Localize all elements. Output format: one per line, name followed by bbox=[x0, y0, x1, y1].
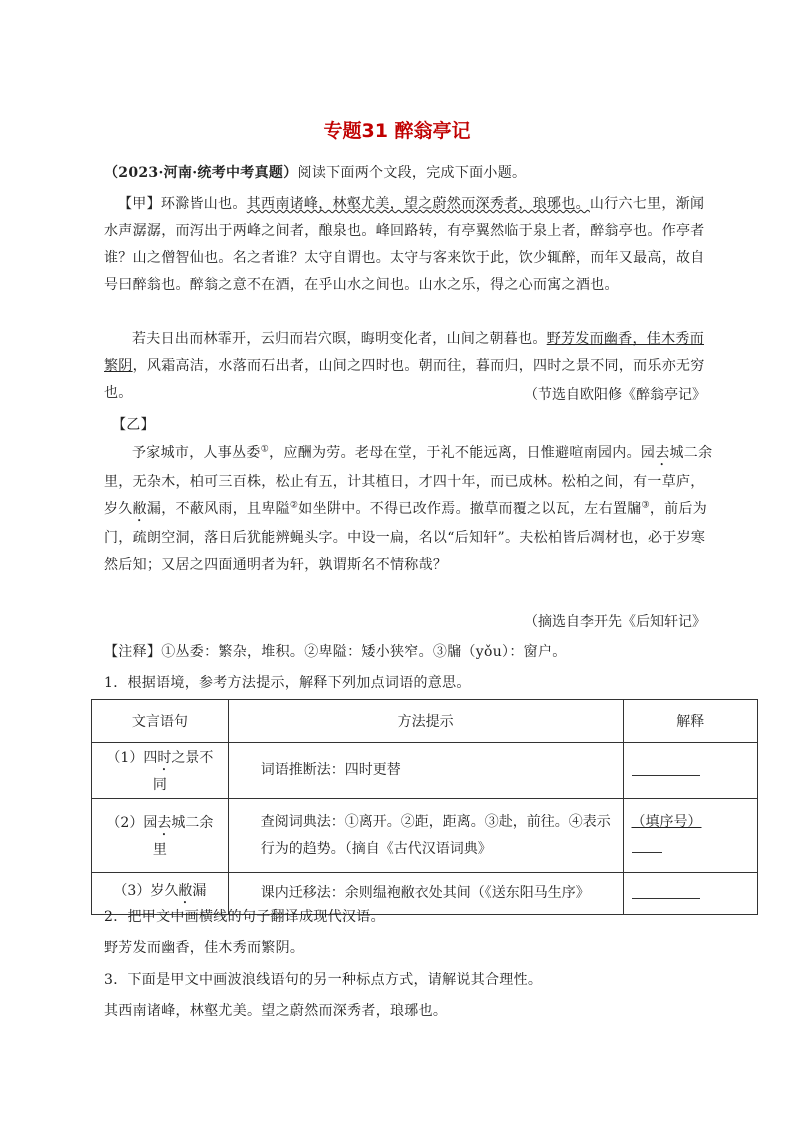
column-header: 解释 bbox=[623, 700, 758, 743]
underlined-sentence: 野芳发而幽香，佳木秀而繁阴 bbox=[104, 331, 705, 374]
wavy-underlined-sentence: 其西南诸峰，林壑尤美，望之蔚然而深秀者，琅琊也。 bbox=[246, 196, 590, 212]
passage-jia-paragraph-1 bbox=[104, 191, 716, 299]
intro-line bbox=[104, 160, 716, 187]
passage-jia-source: （节选自欧阳修《醉翁亭记》 bbox=[524, 387, 706, 403]
notes bbox=[104, 639, 716, 666]
note-ref-2: ② bbox=[289, 500, 299, 511]
passage-jia-label: 【甲】 bbox=[118, 196, 161, 212]
table-row bbox=[92, 799, 758, 873]
question-3-sentence: 其西南诸峰，林壑尤美。望之蔚然而深秀者，琅琊也。 bbox=[104, 1003, 448, 1019]
intro-instruction: 阅读下面两个文段，完成下面小题。 bbox=[297, 165, 527, 181]
question-1-prompt: 1．根据语境，参考方法提示，解释下列加点词语的意思。 bbox=[104, 675, 471, 691]
answer-cell bbox=[623, 743, 758, 799]
question-2-prompt: 2．把甲文中画横线的句子翻译成现代汉语。 bbox=[104, 909, 385, 925]
text-run: 之景不同 bbox=[152, 750, 214, 793]
text-run: 若夫日出而林霏开，云归而岩穴暝，晦明变化者，山间之朝暮也。 bbox=[132, 331, 547, 347]
text-run: 漏，不蔽风雨，且卑隘 bbox=[146, 501, 290, 517]
dotted-word: 敝 bbox=[178, 883, 193, 899]
passage-yi-label: 【乙】 bbox=[112, 417, 155, 433]
text-run: 予家城市，人事丛委 bbox=[132, 445, 261, 461]
text-run: （1）四 bbox=[106, 750, 158, 766]
text-run: 环滁皆山也。 bbox=[160, 196, 247, 212]
sentence-cell bbox=[92, 743, 229, 799]
note-ref-1: ① bbox=[260, 444, 270, 455]
dotted-word-bi: 敝 bbox=[132, 501, 147, 517]
text-run: （3）岁久 bbox=[113, 883, 179, 899]
text-run: 城二余里，无杂木，柏可三百株，松止有五，计其植日，才四十年，而已成林。松柏之间，有一草庐，岁久 bbox=[104, 445, 713, 517]
column-header: 文言语句 bbox=[92, 700, 229, 743]
dotted-word: 去 bbox=[157, 815, 172, 831]
dotted-word-qu: 去 bbox=[655, 445, 670, 461]
page-title: 专题31 醉翁亭记 bbox=[323, 120, 471, 142]
text-run: 也。朝而往，暮而归，四时之景不同，而乐亦无穷也。 bbox=[104, 358, 705, 401]
passage-yi-source: （摘选自李开先《后知轩记》 bbox=[524, 614, 706, 630]
table-header-row bbox=[92, 700, 758, 743]
column-header: 方法提示 bbox=[228, 700, 623, 743]
text-run: 山行六七里，渐闻水声潺潺，而泻出于两峰之间者，酿泉也。峰回路转，有亭翼然临于泉上者，醉翁亭也。作亭者谁？山之僧智仙也。名之者谁？太守自谓也。太守与客来饮于此，饮少辄醉，而年又最高，故自号曰醉翁也。醉翁之意不在酒，在乎山水之间也。山水之乐，得之心而寓之酒也。 bbox=[104, 196, 705, 293]
answer-cell bbox=[623, 799, 758, 873]
text-run: 如坐阱中。不得已改作焉。撤草而覆之以瓦，左右置牖 bbox=[298, 501, 642, 517]
hint-cell: 课内迁移法：余则缊袍敝衣处其间（《送东阳马生序》 bbox=[228, 873, 623, 915]
notes-label: 【注释】 bbox=[104, 644, 162, 660]
sentence-cell bbox=[92, 799, 229, 873]
answer-blank[interactable] bbox=[632, 838, 662, 853]
question-3-prompt: 3．下面是甲文中画波浪线语句的另一种标点方式，请解说其合理性。 bbox=[104, 972, 543, 988]
answer-blank[interactable] bbox=[632, 761, 700, 776]
note-ref-3: ③ bbox=[641, 500, 650, 511]
answer-blank[interactable] bbox=[632, 884, 700, 899]
text-run: （2）园 bbox=[106, 815, 158, 831]
text-run: 漏 bbox=[192, 883, 207, 899]
exam-source: （2023·河南·统考中考真题） bbox=[104, 165, 298, 181]
table-row bbox=[92, 743, 758, 799]
question-2-sentence: 野芳发而幽香，佳木秀而繁阴。 bbox=[104, 940, 305, 956]
text-run: 城二余里 bbox=[152, 815, 214, 858]
text-run: ，风霜高洁，水落而石出者，山间之四 bbox=[132, 358, 376, 374]
hint-cell: 查阅词典法：①离开。②距，距离。③赴，前往。④表示行为的趋势。（摘自《古代汉语词典》 bbox=[228, 799, 623, 873]
text-run: ，应酬为劳。老母在堂，于礼不能远离，日惟避喧南园内。园 bbox=[269, 445, 656, 461]
text-run: ，前后为门，疏朗空洞，落日后犹能辨蝇头字。中设一扁，名以“后知轩”。夫松柏皆后凋材也，必于岁寒然后知；又居之四面通明者为轩，孰谓斯名不情称哉？ bbox=[104, 501, 708, 573]
notes-text: ①丛委：繁杂，堆积。②卑隘：矮小狭窄。③牖（yǒu）：窗户。 bbox=[161, 644, 567, 660]
methods-table bbox=[91, 699, 758, 915]
text-run: 时 bbox=[375, 358, 391, 374]
answer-hint: （填序号） bbox=[631, 813, 702, 830]
hint-cell: 词语推断法：四时更替 bbox=[228, 743, 623, 799]
passage-yi-paragraph bbox=[104, 440, 716, 579]
dotted-word: 时 bbox=[157, 750, 172, 766]
